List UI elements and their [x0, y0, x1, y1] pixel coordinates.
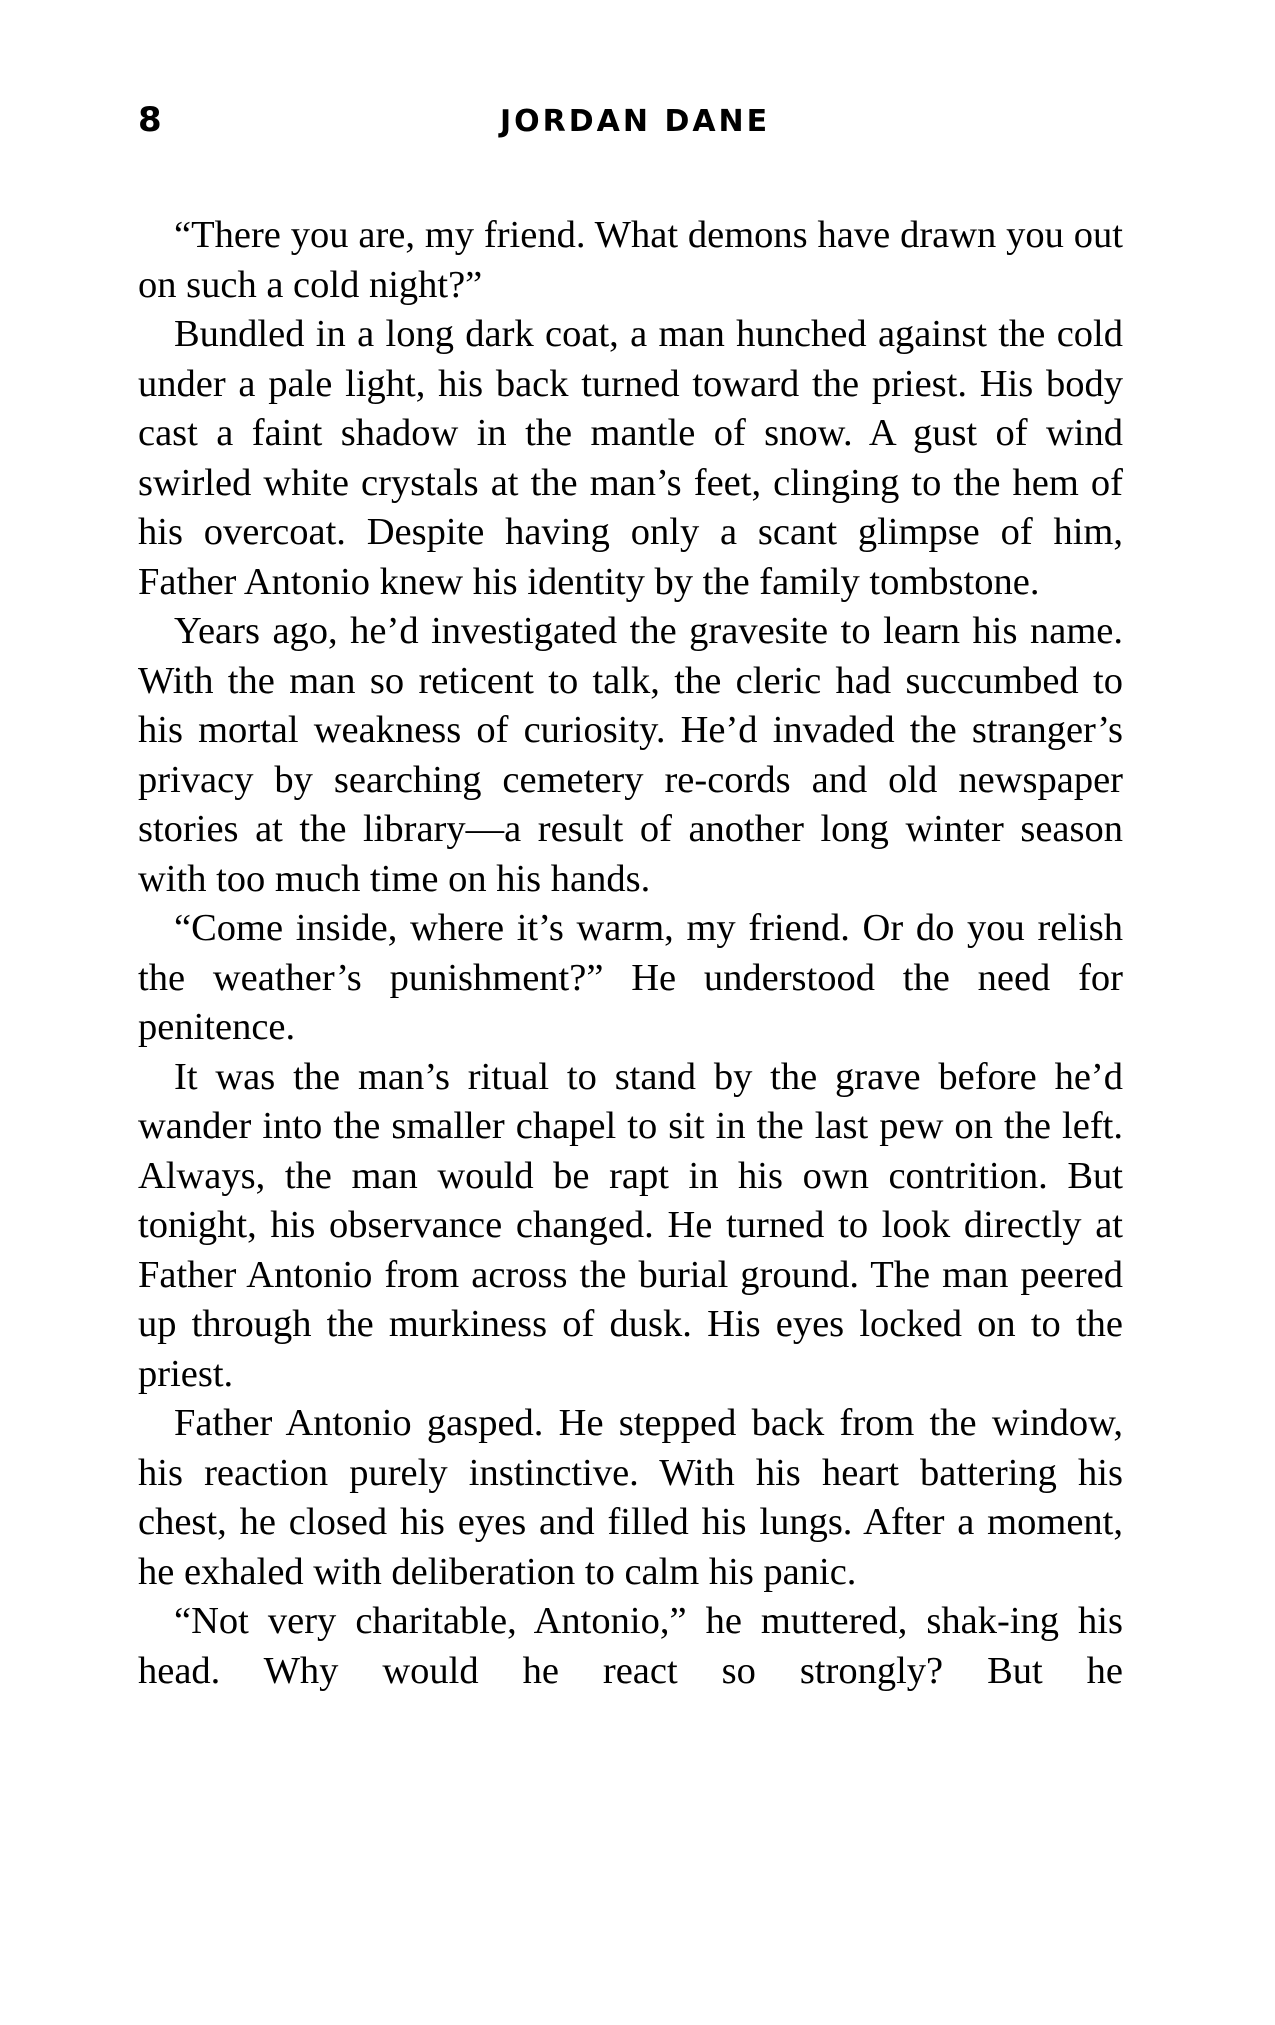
paragraph: It was the man’s ritual to stand by the grave before he’d wander into the smaller chapel to sit in the last pew on the left. Always, the man would be rapt in his own contrition. But tonight, his observance changed. He turned to look directly at Father Antonio from across the burial ground. The man peered up through the murkiness of dusk. His eyes locked on to the priest.	[138, 1055, 1123, 1395]
paragraph: “Not very charitable, Antonio,” he muttered, shak-ing his head. Why would he react so strongly? But he	[138, 1600, 1123, 1692]
paragraph: Bundled in a long dark coat, a man hunched against the cold under a pale light, his back turned toward the priest. His body cast a faint shadow in the mantle of snow. A gust of wind swirled white crystals at the man’s feet, clinging to the hem of his overcoat. Despite having only a scant glimpse of him, Father Antonio knew his identity by the family tombstone.	[138, 313, 1123, 603]
paragraph: “There you are, my friend. What demons have drawn you out on such a cold night?”	[138, 214, 1123, 306]
body-text	[138, 211, 1123, 1696]
paragraph: “Come inside, where it’s warm, my friend. Or do you relish the weather’s punishment?” He understood the need for penitence.	[138, 907, 1123, 1048]
running-head	[138, 100, 1138, 160]
author-name: JORDAN DANE	[500, 104, 771, 139]
paragraph: Years ago, he’d investigated the gravesite to learn his name. With the man so reticent to talk, the cleric had succumbed to his mortal weakness of curiosity. He’d invaded the stranger’s privacy by searching cemetery re-cords and old newspaper stories at the library—a result of another long winter season with too much time on his hands.	[138, 610, 1123, 900]
paragraph: Father Antonio gasped. He stepped back from the window, his reaction purely instinctive. With his heart battering his chest, he closed his eyes and filled his lungs. After a moment, he exhaled with deliberation to calm his panic.	[138, 1402, 1123, 1593]
page-number: 8	[138, 100, 163, 140]
